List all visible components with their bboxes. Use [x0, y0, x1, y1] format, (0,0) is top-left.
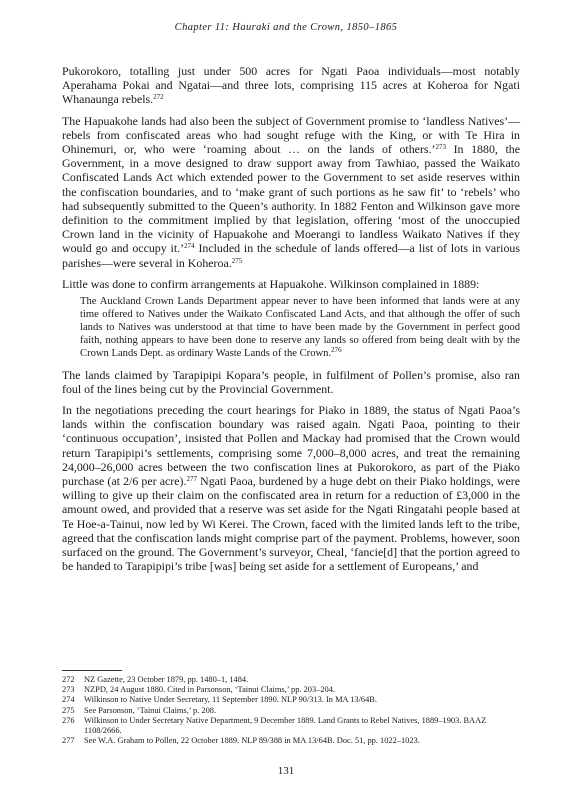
paragraph-text: In the negotiations preceding the court hearings for Piako in 1889, the status of Ngati Paoa’s lands within the confiscation boundary was raised again. Ngati Paoa, pointing to their ‘continuous occupation’, insisted that Pollen and Mackay had promised that the Crown would return Tarapipipi’s settlements, comprising some 7,000–8,000 acres, and treat the remaining 24,000–26,000 acres between the two confiscation lines at Pukorokoro, as part of the Piako purchase (at 2/6 per acre).	[62, 402, 520, 488]
running-head: Chapter 11: Hauraki and the Crown, 1850–1865	[174, 22, 398, 33]
page-number: 131	[277, 765, 295, 777]
quote-text: The Auckland Crown Lands Department appear never to have been informed that lands were at any time offered to Natives under the Waikato Confiscated Land Acts, and that although the offer of such lands to Natives was understood at that time to have been made by the Government in perfect good faith, nothing appears to have been done to reserve any lands so offered from being dealt with by the Crown Lands Dept. as ordinary Waste Lands of the Crown.	[80, 296, 520, 360]
footnote	[62, 736, 520, 746]
footnote-number: 272	[62, 675, 75, 684]
footnote-ref: 274	[184, 242, 195, 251]
footnote-text: NZPD, 24 August 1880. Cited in Parsonson, ‘Tainui Claims,’ pp. 203–204.	[84, 685, 335, 695]
footnote-ref: 275	[231, 256, 243, 265]
body-text	[62, 64, 520, 580]
footnote-text: See W.A. Graham to Pollen, 22 October 1889. NLP 89/388 in MA 13/64B. Doc. 51, pp. 1022–1023.	[84, 736, 420, 746]
paragraph-5	[62, 403, 520, 573]
footnote-ref: 272	[153, 93, 164, 102]
footnote	[62, 685, 520, 695]
paragraph-1	[62, 64, 520, 107]
paragraph-2	[62, 114, 520, 270]
footnote	[62, 675, 520, 685]
footnote-number: 274	[62, 695, 75, 705]
footnote-text: NZ Gazette, 23 October 1879, pp. 1480–1, 1484.	[84, 675, 249, 684]
footnote-number: 277	[62, 736, 75, 746]
footnote	[62, 716, 520, 736]
paragraph-text: The Hapuakohe lands had also been the subject of Government promise to ‘landless Natives’—rebels from confiscated areas who had sought refuge with the King, or with Te Hira in Ohinemuri, or, who were ‘roaming about … on the lands of others.’	[62, 113, 520, 157]
footnote-number: 276	[62, 715, 75, 725]
footnote-text: See Parsonson, ‘Tainui Claims,’ p. 208.	[84, 705, 217, 715]
footnote-ref: 277	[186, 474, 197, 483]
paragraph-text: Pukorokoro, totalling just under 500 acres for Ngati Paoa individuals—most notably Aperahama Pokai and Ngatai—and three lots, comprising 115 acres at Koheroa for Ngati Whanaunga rebels.	[62, 64, 520, 107]
footnote-ref: 276	[331, 346, 342, 355]
paragraph-4: The lands claimed by Tarapipipi Kopara’s people, in fulfilment of Pollen’s promise, also ran foul of the lines being cut by the Provincial Government.	[62, 367, 520, 396]
paragraph-text: Ngati Paoa, burdened by a huge debt on their Piako holdings, were willing to give up their claim on the confiscated area in return for a reduction of £3,000 in the amount owed, and provided that a reserve was set aside for the Ngati Ringatahi people based at Te Hoe-a-Tainui, now led by Wi Kerei. The Crown, faced with the limited lands left to the tribe, agreed that the confiscation lands might comprise part of the payment. Problems, however, soon surfaced on the ground. The Government’s surveyor, Cheal, ‘fancie[d] that the portion agreed to be handed to Tarapipipi’s tribe [was] being set aside for a settlement of Europeans,’ and	[62, 473, 520, 574]
paragraph-text: Included in the schedule of lands offered—a list of lots in various parishes—were several in Koheroa.	[62, 241, 520, 270]
footnote-ref: 273	[435, 143, 446, 152]
block-quote	[80, 295, 520, 360]
footnote-text: Wilkinson to Native Under Secretary, 11 September 1890. NLP 90/313. In MA 13/64B.	[84, 695, 377, 705]
footnote-number: 273	[62, 685, 75, 695]
footnote-text: Wilkinson to Under Secretary Native Department, 9 December 1889. Land Grants to Rebel Natives, 1889–1903. BAAZ 1108/2666.	[84, 715, 487, 736]
paragraph-text: In 1880, the Government, in a move designed to draw support away from Tawhiao, passed the Waikato Confiscated Lands Act which extended power to the Government to set aside reserves within the confiscation boundaries, and to ‘make grant of such portions as he saw fit’ to ‘rebels’ who had subsequently submitted to the Queen’s authority. In 1882 Fenton and Wilkinson gave more definition to the commitment implied by that legislation, offering ‘most of the unoccupied Crown land in the vicinity of Hapuakohe and Moerangi to landless Waikato Natives if they would go and occupy it.’	[62, 142, 520, 256]
paragraph-3: Little was done to confirm arrangements at Hapuakohe. Wilkinson complained in 1889:	[62, 276, 480, 291]
footnote-rule	[62, 670, 122, 671]
footnote	[62, 706, 520, 716]
footnote	[62, 695, 520, 705]
footnote-number: 275	[62, 705, 75, 715]
footnotes	[62, 675, 520, 746]
